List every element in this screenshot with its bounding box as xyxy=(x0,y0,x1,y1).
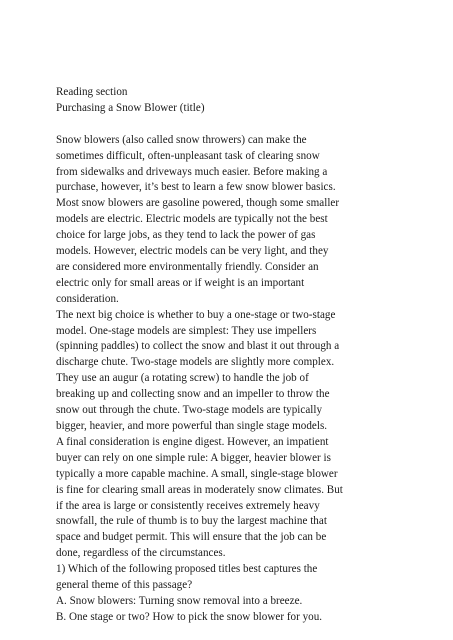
passage-line: choice for large jobs, as they tend to lack the power of gas xyxy=(56,229,316,242)
spacer xyxy=(56,117,413,133)
heading-block xyxy=(56,85,413,117)
passage-line: A final consideration is engine digest. However, an impatient xyxy=(56,435,329,448)
passage-title: Purchasing a Snow Blower (title) xyxy=(56,101,205,114)
passage-line: Most snow blowers are gasoline powered, though some smaller xyxy=(56,197,340,210)
question-line: 1) Which of the following proposed titles best captures the xyxy=(56,563,318,576)
passage-line: models are electric. Electric models are typically not the best xyxy=(56,213,328,226)
passage-line: buyer can rely on one simple rule: A bigger, heavier blower is xyxy=(56,451,331,464)
passage-line: if the area is large or consistently receives extremely heavy xyxy=(56,499,320,512)
passage-line: Snow blowers (also called snow throwers) can make the xyxy=(56,133,307,146)
passage-line: purchase, however, it’s best to learn a few snow blower basics. xyxy=(56,181,336,194)
passage-line: from sidewalks and driveways much easier. Before making a xyxy=(56,165,328,178)
passage-line: The next big choice is whether to buy a one-stage or two-stage xyxy=(56,308,336,321)
passage-line: discharge chute. Two-stage models are slightly more complex. xyxy=(56,356,335,369)
passage-line: are considered more environmentally friendly. Consider an xyxy=(56,260,319,273)
passage-line: electric only for small areas or if weight is an important xyxy=(56,276,305,289)
passage-line: bigger, heavier, and more powerful than single stage models. xyxy=(56,420,328,433)
passage-line: model. One-stage models are simplest: They use impellers xyxy=(56,324,317,337)
passage-body xyxy=(56,133,413,562)
question-block xyxy=(56,562,413,626)
section-label: Reading section xyxy=(56,86,128,98)
passage-line: breaking up and collecting snow and an impeller to throw the xyxy=(56,388,330,401)
passage-line: models. However, electric models can be very light, and they xyxy=(56,245,329,258)
passage-line: is fine for clearing small areas in moderately snow climates. But xyxy=(56,483,343,496)
question-line: general theme of this passage? xyxy=(56,579,193,592)
question-line: B. One stage or two? How to pick the snow blower for you. xyxy=(56,610,323,623)
passage-line: space and budget permit. This will ensure that the job can be xyxy=(56,531,327,544)
passage-line: They use an augur (a rotating screw) to handle the job of xyxy=(56,372,309,385)
passage-line: sometimes difficult, often-unpleasant task of clearing snow xyxy=(56,149,320,162)
passage-line: (spinning paddles) to collect the snow and blast it out through a xyxy=(56,340,340,353)
passage-line: snowfall, the rule of thumb is to buy the largest machine that xyxy=(56,515,327,528)
passage-line: typically a more capable machine. A small, single-stage blower xyxy=(56,467,338,480)
passage-line: consideration. xyxy=(56,292,119,305)
passage-line: snow out through the chute. Two-stage models are typically xyxy=(56,404,323,417)
passage-line: done, regardless of the circumstances. xyxy=(56,547,226,560)
question-line: A. Snow blowers: Turning snow removal into a breeze. xyxy=(56,594,303,607)
